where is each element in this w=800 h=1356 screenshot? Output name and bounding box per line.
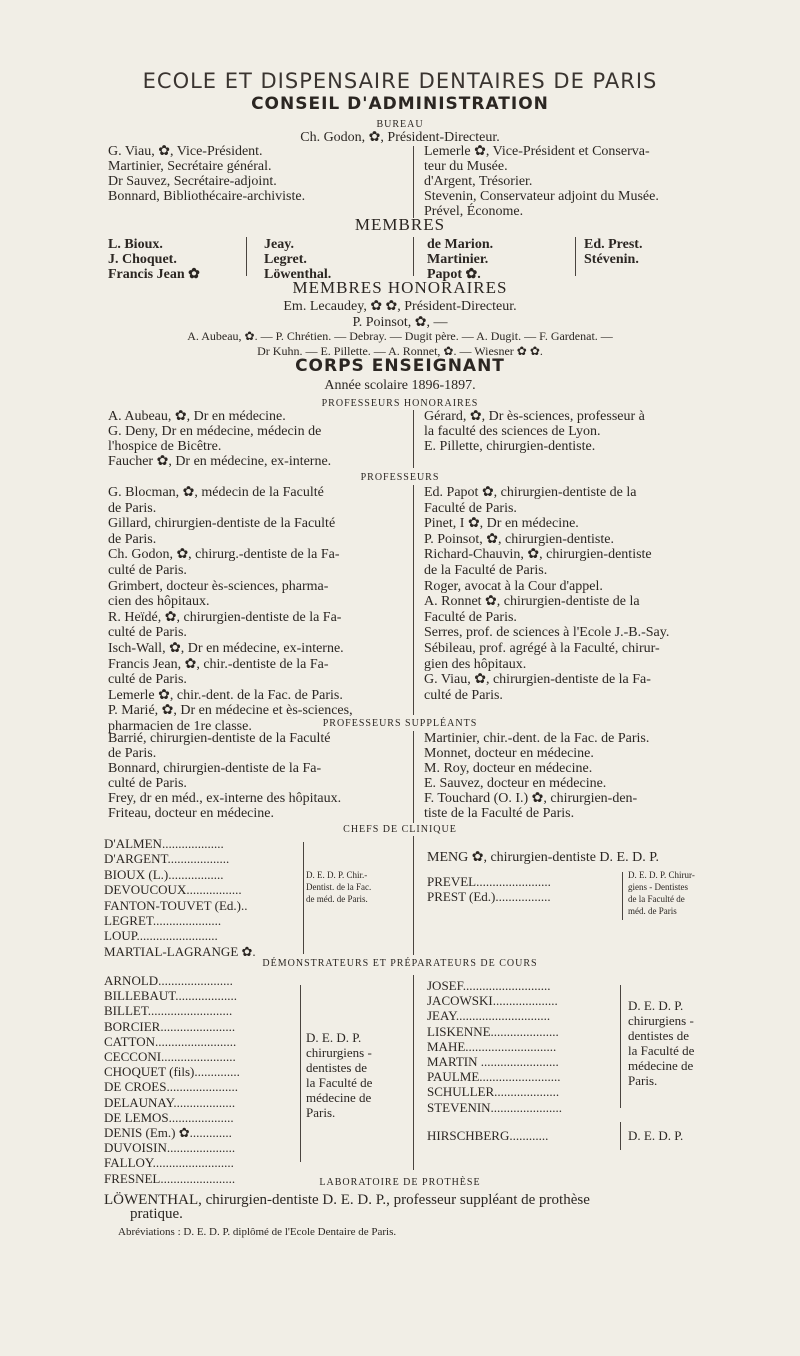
clinic-chief-name: LEGRET.....................	[104, 913, 222, 928]
clinic-chief-name: DEVOUCOUX.................	[104, 882, 242, 898]
professor-line: G. Viau, ✿, chirurgien-dentiste de la Fa-	[424, 672, 651, 688]
professor-line: Sébileau, prof. agrégé à la Faculté, chirur-	[424, 641, 660, 656]
professor-line: culté de Paris.	[108, 563, 187, 578]
demonstrator-name: STEVENIN......................	[427, 1099, 563, 1115]
substitute-professor-line: Bonnard, chirurgien-dentiste de la Fa-	[108, 761, 322, 776]
professor-line: Faculté de Paris.	[424, 500, 517, 516]
column-divider	[413, 485, 414, 715]
demonstrator-name: DELAUNAY...................	[104, 1094, 236, 1110]
demonstrator-name: CHOQUET (fils)..............	[104, 1064, 240, 1080]
section-heading: CORPS ENSEIGNANT	[295, 356, 505, 376]
professor-line: de Paris.	[108, 531, 157, 547]
substitute-professor-line: Frey, dr en méd., ex-interne des hôpitaux.	[108, 791, 342, 806]
demonstrator-name: CECCONI.......................	[104, 1049, 236, 1064]
substitute-professor-line: Martinier, chir.-dent. de la Fac. de Paris.	[424, 731, 650, 746]
brace-note: médecine de	[306, 1090, 372, 1105]
brace	[300, 985, 301, 1162]
professor-line: de la Faculté de Paris.	[424, 563, 548, 578]
demonstrator-name: JACOWSKI....................	[427, 993, 558, 1009]
professor-line: culté de Paris.	[108, 672, 187, 688]
column-divider	[413, 146, 414, 218]
clinic-chief-name: LOUP.........................	[104, 928, 218, 944]
brace-note: giens - Dentistes	[628, 882, 688, 892]
section-heading: MEMBRES	[354, 215, 446, 234]
document-title: ECOLE ET DISPENSAIRE DENTAIRES DE PARIS	[142, 69, 658, 93]
demonstrator-name: HIRSCHBERG............	[427, 1128, 549, 1143]
demonstrator-name: ARNOLD.......................	[104, 973, 233, 988]
member-name: L. Bioux.	[108, 237, 163, 252]
professor-line: Lemerle ✿, chir.-dent. de la Fac. de Paris.	[108, 687, 343, 703]
member-name: J. Choquet.	[108, 252, 177, 267]
member-name: Martinier.	[427, 252, 489, 267]
demonstrator-name: DE CROES......................	[104, 1079, 238, 1095]
honorary-professor-line: A. Aubeau, ✿, Dr en médecine.	[108, 409, 286, 424]
brace-note: de méd. de Paris.	[306, 894, 368, 904]
demonstrator-name: MAHE............................	[427, 1038, 557, 1054]
subsection-label: PROFESSEURS SUPPLÉANTS	[322, 718, 478, 729]
clinic-chief-name: PREST (Ed.).................	[427, 889, 551, 905]
professor-line: Ch. Godon, ✿, chirurg.-dentiste de la Fa-	[108, 547, 340, 563]
clinic-chief-name: D'ARGENT...................	[104, 851, 230, 867]
bureau-right-line: teur du Musée.	[424, 159, 508, 174]
professor-line: Ed. Papot ✿, chirurgien-dentiste de la	[424, 485, 637, 500]
school-year: Année scolaire 1896-1897.	[324, 378, 476, 393]
bureau-right-line: d'Argent, Trésorier.	[424, 174, 533, 189]
laboratory-line: LÖWENTHAL, chirurgien-dentiste D. E. D. P., professeur suppléant de prothèse	[104, 1192, 590, 1208]
honorary-professor-line: l'hospice de Bicêtre.	[108, 439, 222, 454]
demonstrator-name: SCHULLER....................	[427, 1084, 560, 1100]
clinic-chief-name: BIOUX (L.).................	[104, 866, 224, 882]
demonstrator-name: BORCIER.......................	[104, 1018, 236, 1034]
substitute-professor-line: E. Sauvez, docteur en médecine.	[424, 776, 607, 791]
brace-note: la Faculté de	[628, 1043, 695, 1058]
substitute-professor-line: F. Touchard (O. I.) ✿, chirurgien-den-	[424, 791, 638, 806]
honorary-line: A. Aubeau, ✿. — P. Chrétien. — Debray. — Dugit père. — A. Dugit. — F. Gardenat. —	[187, 329, 613, 343]
honorary-line: P. Poinsot, ✿, —	[352, 315, 448, 330]
brace-note: Dentist. de la Fac.	[306, 882, 372, 892]
substitute-professor-line: culté de Paris.	[108, 776, 187, 791]
member-name: Francis Jean ✿	[108, 267, 200, 282]
brace-note: D. E. D. P. Chirur-	[628, 870, 695, 880]
brace	[303, 842, 304, 954]
professor-line: gien des hôpitaux.	[424, 656, 527, 672]
professor-line: Richard-Chauvin, ✿, chirurgien-dentiste	[424, 547, 652, 563]
subsection-label: BUREAU	[376, 119, 424, 130]
brace-note: D. E. D. P.	[628, 998, 684, 1013]
clinic-chief-name: FANTON-TOUVET (Ed.)..	[104, 897, 248, 913]
abbreviation-note: Abréviations : D. E. D. P. diplômé de l'Ecole Dentaire de Paris.	[118, 1226, 397, 1238]
demonstrator-name: CATTON.........................	[104, 1033, 237, 1049]
brace-note: chirurgiens -	[306, 1045, 372, 1060]
demonstrator-name: BILLET..........................	[104, 1003, 233, 1019]
brace-note: D. E. D. P.	[628, 1128, 684, 1143]
brace-note: D. E. D. P. Chir.-	[306, 870, 368, 880]
brace-note: Paris.	[628, 1073, 658, 1088]
clinic-chief-name: MARTIAL-LAGRANGE ✿.	[104, 943, 256, 959]
brace-note: la Faculté de	[306, 1075, 373, 1090]
professor-line: de Paris.	[108, 500, 157, 516]
column-divider	[413, 410, 414, 468]
demonstrator-name: FALLOY.........................	[104, 1155, 234, 1171]
member-name: Jeay.	[264, 237, 294, 252]
clinic-chief-name: D'ALMEN...................	[104, 836, 224, 851]
bureau-left-line: Dr Sauvez, Secrétaire-adjoint.	[108, 174, 277, 189]
brace	[620, 985, 621, 1108]
brace	[622, 872, 623, 920]
bureau-left-line: Bonnard, Bibliothécaire-archiviste.	[108, 189, 306, 204]
bureau-president: Ch. Godon, ✿, Président-Directeur.	[300, 130, 500, 145]
substitute-professor-line: tiste de la Faculté de Paris.	[424, 806, 575, 821]
bureau-left-line: G. Viau, ✿, Vice-Président.	[108, 144, 263, 159]
column-divider	[575, 237, 576, 276]
professor-line: cien des hôpitaux.	[108, 594, 210, 610]
honorary-professor-line: G. Deny, Dr en médecine, médecin de	[108, 424, 322, 439]
honorary-line: Em. Lecaudey, ✿ ✿, Président-Directeur.	[283, 299, 517, 314]
professor-line: Gillard, chirurgien-dentiste de la Faculté	[108, 516, 336, 532]
member-name: Ed. Prest.	[584, 237, 643, 252]
honorary-professor-line: la faculté des sciences de Lyon.	[424, 424, 601, 439]
bureau-left-line: Martinier, Secrétaire général.	[108, 159, 272, 174]
professor-line: Grimbert, docteur ès-sciences, pharma-	[108, 578, 329, 594]
honorary-professor-line: E. Pillette, chirurgien-dentiste.	[424, 439, 596, 454]
brace-note: chirurgiens -	[628, 1013, 694, 1028]
subsection-label: PROFESSEURS HONORAIRES	[321, 398, 479, 409]
professor-line: Serres, prof. de sciences à l'Ecole J.-B.-Say.	[424, 625, 670, 641]
professor-line: culté de Paris.	[424, 687, 503, 703]
section-heading: MEMBRES HONORAIRES	[292, 278, 508, 297]
honorary-professor-line: Faucher ✿, Dr en médecine, ex-interne.	[108, 454, 332, 469]
section-heading: CONSEIL D'ADMINISTRATION	[251, 94, 549, 114]
bureau-right-line: Prével, Économe.	[424, 204, 524, 219]
professor-line: Isch-Wall, ✿, Dr en médecine, ex-interne.	[108, 641, 344, 656]
member-name: Legret.	[264, 252, 307, 267]
laboratory-line: pratique.	[130, 1206, 183, 1222]
subsection-label: CHEFS DE CLINIQUE	[343, 824, 457, 835]
honorary-professor-line: Gérard, ✿, Dr ès-sciences, professeur à	[424, 409, 645, 424]
professor-line: P. Marié, ✿, Dr en médecine et ès-sciences,	[108, 703, 353, 719]
professor-line: P. Poinsot, ✿, chirurgien-dentiste.	[424, 531, 614, 547]
demonstrator-name: DE LEMOS....................	[104, 1109, 234, 1125]
brace-note: dentistes de	[628, 1028, 690, 1043]
brace-note: dentistes de	[306, 1060, 368, 1075]
clinic-chief-name: MENG ✿, chirurgien-dentiste D. E. D. P.	[427, 850, 659, 865]
brace-note: médecine de	[628, 1058, 694, 1073]
subsection-label: PROFESSEURS	[360, 472, 440, 483]
demonstrator-name: PAULME.........................	[427, 1069, 561, 1085]
professor-line: R. Heïdé, ✿, chirurgien-dentiste de la Fa-	[108, 609, 342, 625]
demonstrator-name: JEAY.............................	[427, 1008, 551, 1024]
brace-note: D. E. D. P.	[306, 1030, 362, 1045]
column-divider	[413, 237, 414, 276]
demonstrator-name: BILLEBAUT...................	[104, 988, 237, 1004]
demonstrator-name: DENIS (Em.) ✿.............	[104, 1125, 232, 1140]
demonstrator-name: FRESNEL.......................	[104, 1170, 236, 1186]
professor-line: culté de Paris.	[108, 625, 187, 641]
substitute-professor-line: de Paris.	[108, 746, 157, 761]
brace-note: méd. de Paris	[628, 906, 677, 916]
substitute-professor-line: Barrié, chirurgien-dentiste de la Faculté	[108, 731, 331, 746]
bureau-right-line: Lemerle ✿, Vice-Président et Conserva-	[424, 144, 650, 159]
subsection-label: DÉMONSTRATEURS ET PRÉPARATEURS DE COURS	[262, 958, 538, 969]
column-divider	[413, 975, 414, 1170]
column-divider	[246, 237, 247, 276]
demonstrator-name: JOSEF...........................	[427, 978, 551, 993]
professor-line: G. Blocman, ✿, médecin de la Faculté	[108, 485, 324, 500]
bureau-right-line: Stevenin, Conservateur adjoint du Musée.	[424, 189, 659, 204]
column-divider	[413, 836, 414, 955]
professor-line: Pinet, I ✿, Dr en médecine.	[424, 516, 579, 532]
professor-line: A. Ronnet ✿, chirurgien-dentiste de la	[424, 594, 640, 610]
professor-line: Roger, avocat à la Cour d'appel.	[424, 578, 603, 594]
member-name: Stévenin.	[584, 252, 639, 267]
brace-note: Paris.	[306, 1105, 336, 1120]
column-divider	[413, 731, 414, 823]
substitute-professor-line: M. Roy, docteur en médecine.	[424, 761, 593, 776]
demonstrator-name: MARTIN ........................	[427, 1054, 559, 1069]
professor-line: Francis Jean, ✿, chir.-dentiste de la Fa-	[108, 656, 329, 672]
brace-note: de la Faculté de	[628, 894, 685, 904]
member-name: Papot ✿.	[427, 267, 481, 282]
member-name: Löwenthal.	[264, 267, 332, 282]
subsection-label: LABORATOIRE DE PROTHÈSE	[319, 1177, 481, 1188]
professor-line: Faculté de Paris.	[424, 609, 517, 625]
substitute-professor-line: Monnet, docteur en médecine.	[424, 746, 594, 761]
honorary-line: Dr Kuhn. — E. Pillette. — A. Ronnet, ✿. — Wiesner ✿ ✿.	[257, 344, 543, 358]
clinic-chief-name: PREVEL.......................	[427, 874, 551, 889]
brace	[620, 1122, 621, 1150]
demonstrator-name: LISKENNE.....................	[427, 1023, 559, 1039]
demonstrator-name: DUVOISIN.....................	[104, 1140, 236, 1156]
member-name: de Marion.	[427, 237, 494, 252]
professor-line: pharmacien de 1re classe.	[108, 719, 252, 734]
substitute-professor-line: Friteau, docteur en médecine.	[108, 806, 274, 821]
